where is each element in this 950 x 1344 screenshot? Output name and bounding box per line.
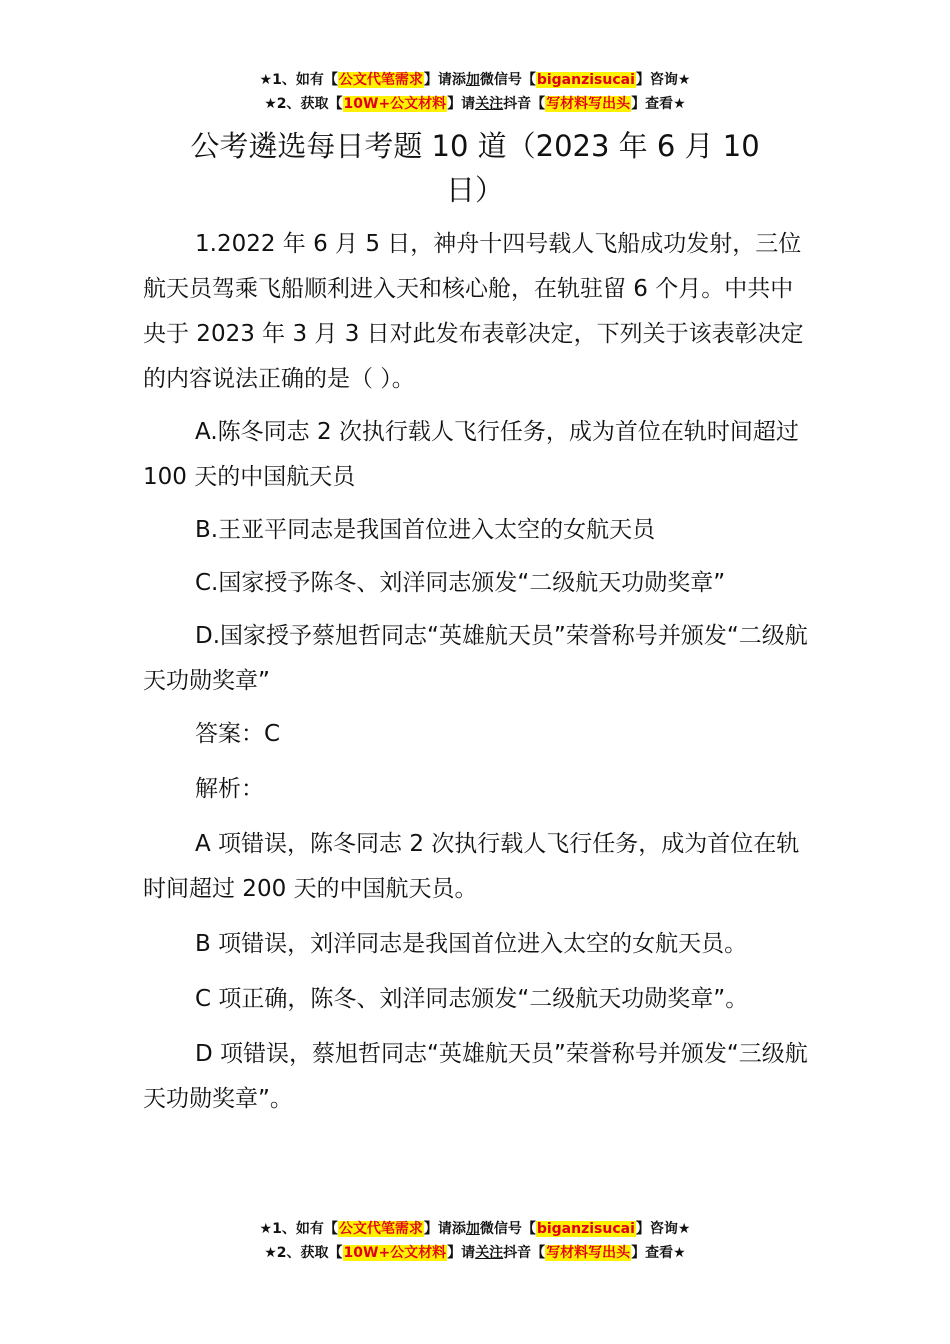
analysis-b: B 项错误，刘洋同志是我国首位进入太空的女航天员。 — [195, 931, 748, 957]
document-body — [143, 222, 808, 1132]
analysis-a: A 项错误，陈冬同志 2 次执行载人飞行任务，成为首位在轨时间超过 200 天的中国航天员。 — [143, 831, 800, 902]
footer-banner-line-2: ★2、获取【10W+公文材料】请关注抖音【写材料写出头】查看★ — [264, 1245, 686, 1261]
banner-line-1: ★1、如有【公文代笔需求】请添加微信号【biganzisucai】咨询★ — [259, 72, 691, 88]
option-c: C.国家授予陈冬、刘洋同志颁发“二级航天功勋奖章” — [195, 570, 726, 596]
option-a: A.陈冬同志 2 次执行载人飞行任务，成为首位在轨时间超过 100 天的中国航天员 — [143, 419, 799, 490]
footer-highlight-douyin: 写材料写出头 — [546, 1245, 631, 1261]
analysis-d: D 项错误，蔡旭哲同志“英雄航天员”荣誉称号并颁发“三级航天功勋奖章”。 — [143, 1041, 808, 1112]
analysis-label: 解析： — [195, 776, 264, 802]
footer-banner-line-1: ★1、如有【公文代笔需求】请添加微信号【biganzisucai】咨询★ — [259, 1221, 691, 1237]
footer-highlight-service: 公文代笔需求 — [338, 1221, 423, 1237]
document-title: 公考遴选每日考题 10 道（2023 年 6 月 10 日） — [190, 129, 760, 207]
header-banner — [0, 68, 950, 116]
banner-highlight-service: 公文代笔需求 — [338, 72, 423, 88]
analysis-c: C 项正确，陈冬、刘洋同志颁发“二级航天功勋奖章”。 — [195, 986, 749, 1012]
footer-highlight-wechat-id: biganzisucai — [536, 1221, 635, 1237]
option-b: B.王亚平同志是我国首位进入太空的女航天员 — [195, 517, 656, 543]
option-d: D.国家授予蔡旭哲同志“英雄航天员”荣誉称号并颁发“二级航天功勋奖章” — [143, 623, 808, 694]
question-text: 1.2022 年 6 月 5 日，神舟十四号载人飞船成功发射，三位航天员驾乘飞船顺利进入天和核心舱，在轨驻留 6 个月。中共中央于 2023 年 3 月 3 日对此发布表彰决定，下列关于该表彰决定的内容说法正确的是（ ）。 — [143, 231, 804, 392]
footer-highlight-materials: 10W+公文材料 — [343, 1245, 447, 1261]
banner-highlight-wechat-id: biganzisucai — [536, 72, 635, 88]
banner-line-2: ★2、获取【10W+公文材料】请关注抖音【写材料写出头】查看★ — [264, 96, 686, 112]
answer-text: 答案：C — [195, 721, 281, 747]
footer-banner — [0, 1217, 950, 1265]
banner-highlight-douyin: 写材料写出头 — [546, 96, 631, 112]
banner-highlight-materials: 10W+公文材料 — [343, 96, 447, 112]
